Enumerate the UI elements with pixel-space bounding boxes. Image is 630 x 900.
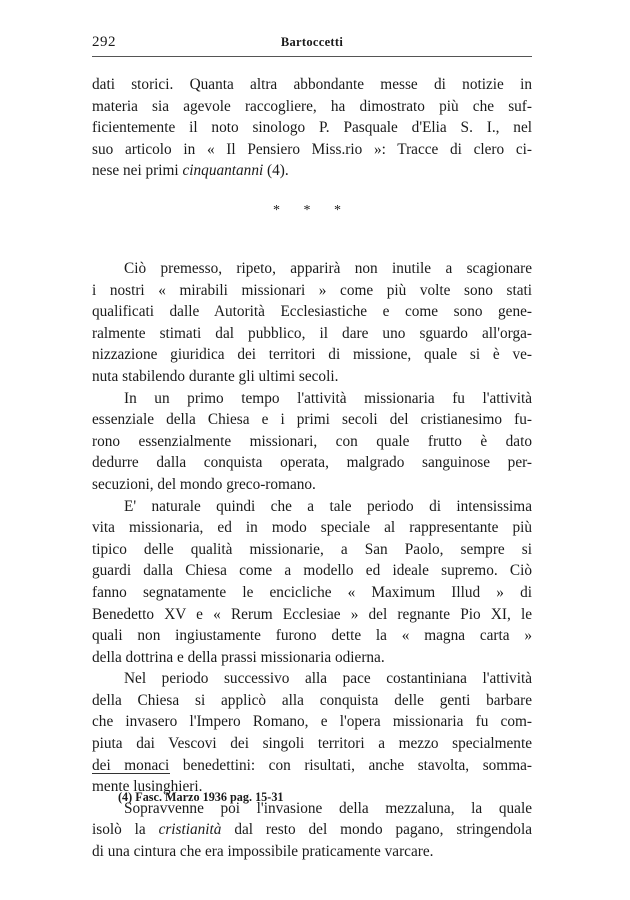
paragraph-2 [92,388,532,496]
text-line: nizzazione giuridica dei territori di missione, quale si è ve- [92,346,532,364]
text-line: Nel periodo successivo alla pace costantiniana l'attività [124,670,532,688]
page-number: 292 [92,34,116,50]
text-line: della dottrina e della prassi missionaria odierna. [92,648,385,666]
text-line: guardi dalla Chiesa come a modello ed ideale supremo. Ciò [92,562,532,580]
text-line [92,160,532,182]
paragraph-4 [92,668,532,798]
text-line: nuta stabilendo durante gli ultimi secoli. [92,367,339,385]
text-line: ficientemente il noto sinologo P. Pasquale d'Elia S. I., nel [92,119,532,137]
text-line: rono essenzialmente missionari, con quale frutto è dato [92,432,532,450]
text-line: della Chiesa si applicò alla conquista delle genti barbare [92,691,532,709]
text-line: tipico delle qualità missionarie, a San Paolo, sempre si [92,540,532,558]
text-run: nese nei primi [92,162,183,180]
text-run: isolò la [92,821,159,839]
text-line [92,819,532,841]
text-line: dati storici. Quanta altra abbondante messe di notizie in [92,76,532,93]
text-line: materia sia agevole raccogliere, ha dimostrato più che suf- [92,97,532,115]
italic-word: cinquantanni [182,162,264,180]
footnote-rule [92,773,170,774]
paragraph-0 [92,74,532,182]
text-line: suo articolo in « Il Pensiero Miss.rio »: Tracce di clero ci- [92,140,532,158]
text-line: piuta dai Vescovi dei singoli territori a mezzo specialmente [92,735,532,753]
text-line: quali non ingiustamente furono dette la « magna carta » [92,627,532,645]
text-line: dedurre dalla conquista operata, malgrado sanguinose per- [92,454,532,472]
running-head: Bartoccetti [280,35,344,49]
paragraph-1 [92,258,532,863]
text-run: dal resto del mondo pagano, stringendola [221,821,532,839]
paragraph-3 [92,496,532,669]
text-line: i nostri « mirabili missionari » come più volte sono stati [92,281,532,299]
text-line: Sopravvenne poi l'invasione della mezzaluna, la quale [124,799,532,817]
text-line: fanno segnatamente le encicliche « Maximum Illud » di [92,583,532,601]
text-line: secuzioni, del mondo greco-romano. [92,475,316,493]
text-run: (4). [263,162,289,180]
text-line: Ciò premesso, ripeto, apparirà non inutile a scagionare [124,260,532,277]
text-line: che invasero l'Impero Romano, e l'opera missionaria fu com- [92,713,532,731]
page-header [92,32,532,57]
text-line: essenziale della Chiesa e i primi secoli del cristianesimo fu- [92,411,532,429]
text-line: vita missionaria, ed in modo speciale al rappresentante più [92,519,532,537]
italic-word: cristianità [158,821,222,839]
text-line: E' naturale quindi che a tale periodo di intensissima [124,497,532,515]
paragraph-5 [92,798,532,863]
text-line: mente lusinghieri. [92,778,203,796]
section-separator: * * * [273,203,351,218]
text-line: di una cintura che era impossibile praticamente varcare. [92,843,434,861]
text-line: dei monaci benedettini: con risultati, anche stavolta, somma- [92,756,532,774]
footnote: (4) Fasc. Marzo 1936 pag. 15-31 [118,790,284,804]
text-line: Benedetto XV e « Rerum Ecclesiae » del regnante Pio XI, le [92,605,532,623]
text-line: qualificati dalle Autorità Ecclesiastiche e come sono gene- [92,303,532,321]
text-line: ralmente stimati dal pubblico, il dare uno sguardo all'orga- [92,324,532,342]
text-line: In un primo tempo l'attività missionaria fu l'attività [124,389,532,407]
